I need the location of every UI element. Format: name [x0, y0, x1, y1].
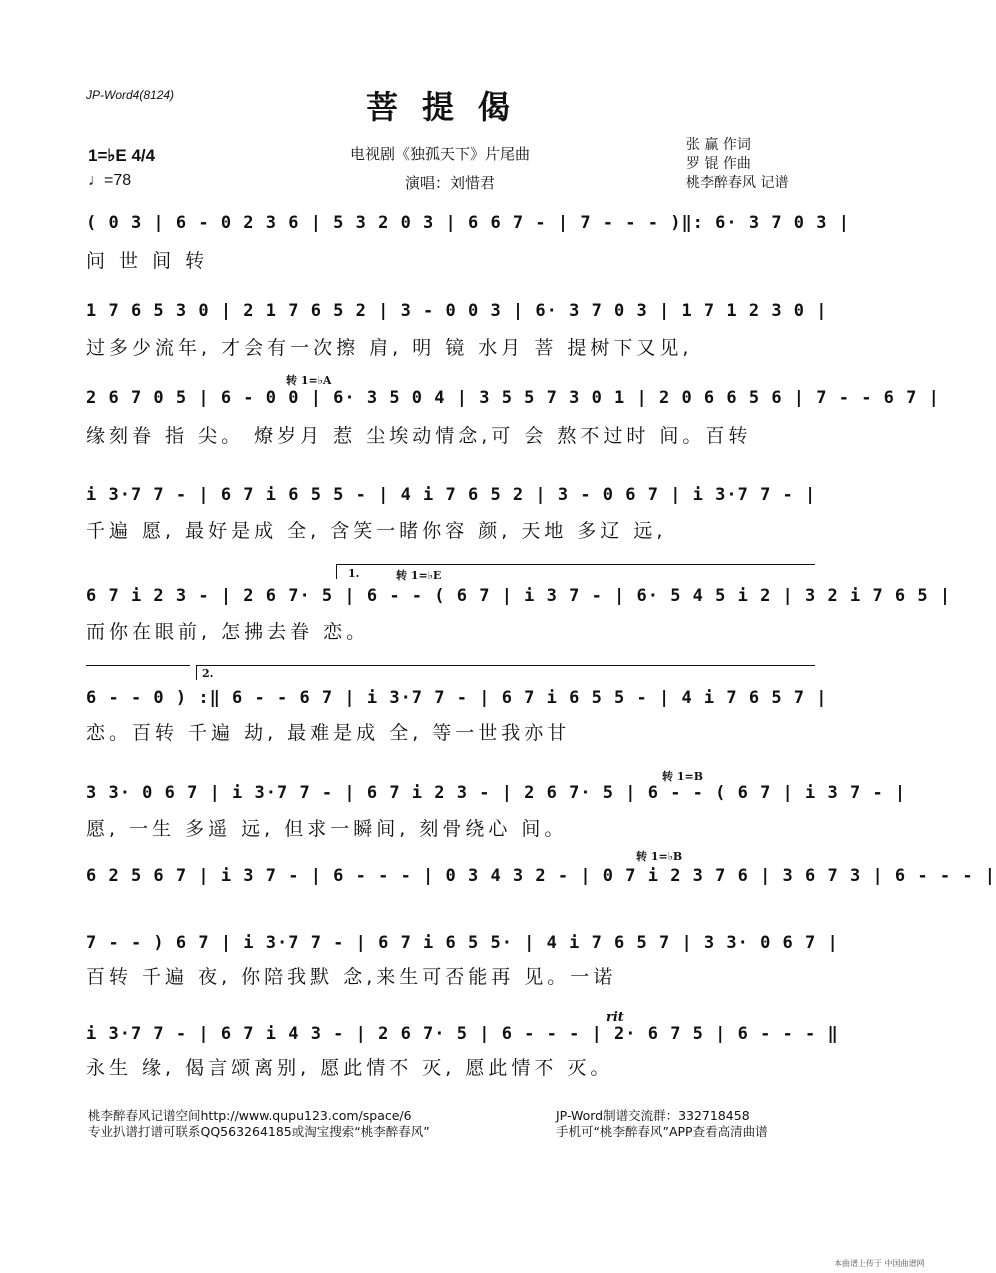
- lyric-line: 过多少流年, 才会有一次擦 肩, 明 镜 水月 菩 提树下又见,: [86, 337, 693, 359]
- subtitle: 电视剧《独孤天下》片尾曲: [350, 145, 531, 163]
- volta-bracket: [336, 564, 815, 579]
- lyric-line: 愿, 一生 多遥 远, 但求一瞬间, 刻骨绕心 间。: [86, 818, 568, 840]
- rit-marking: rit: [606, 1010, 624, 1025]
- transcriber-credit: 桃李醉春风 记谱: [686, 175, 789, 191]
- footer-link-text: 桃李醉春风记谱空间http://www.qupu123.com/space/6: [88, 1108, 412, 1123]
- footer-contact-text: 专业扒谱打谱可联系QQ563264185或淘宝搜索“桃李醉春风”: [88, 1124, 430, 1139]
- volta-bracket: [86, 665, 190, 666]
- footer-group-text: JP-Word制谱交流群：332718458: [556, 1108, 750, 1123]
- page-title: 菩提偈: [365, 88, 534, 126]
- notation-line: 2 6 7 0 5 | 6 - 0 0 | 6· 3 5 0 4 | 3 5 5 7 3 0 1 | 2 0 6 6 5 6 | 7 - - 6 7 |: [86, 388, 940, 408]
- lyric-line: 问 世 间 转: [86, 250, 209, 272]
- modulation-label: 转 1=♭B: [636, 850, 683, 863]
- lyric-line: 千遍 愿, 最好是成 全, 含笑一睹你容 颜, 天地 多辽 远,: [86, 520, 667, 542]
- watermark-stamp: 本曲谱上传于 中国曲谱网: [834, 1259, 925, 1268]
- composer-credit: 罗 锟 作曲: [686, 156, 751, 172]
- notation-line: 6 2 5 6 7 | i 3 7 - | 6 - - - | 0 3 4 3 2 - | 0 7 i 2 3 7 6 | 3 6 7 3 | 6 - - - |: [86, 866, 996, 886]
- lyric-line: 百转 千遍 夜, 你陪我默 念,来生可否能再 见。一诺: [86, 966, 617, 988]
- tempo-marking: ♩=78: [88, 172, 132, 189]
- notation-line: i 3·7 7 - | 6 7 i 6 5 5 - | 4 i 7 6 5 2 | 3 - 0 6 7 | i 3·7 7 - |: [86, 485, 817, 505]
- notation-line: 6 7 i 2 3 - | 2 6 7· 5 | 6 - - ( 6 7 | i 3 7 - | 6· 5 4 5 i 2 | 3 2 i 7 6 5 |: [86, 586, 952, 606]
- volta-bracket: [196, 665, 815, 680]
- notation-line: ( 0 3 | 6 - 0 2 3 6 | 5 3 2 0 3 | 6 6 7 - | 7 - - - )‖: 6· 3 7 0 3 |: [86, 213, 850, 233]
- volta-label: 2.: [202, 667, 214, 680]
- modulation-label: 转 1=B: [662, 770, 703, 783]
- lyric-line: 缘刻眷 指 尖。 燎岁月 惹 尘埃动情念,可 会 熬不过时 间。百转: [86, 425, 752, 447]
- footer-app-text: 手机可“桃李醉春风”APP查看高清曲谱: [556, 1124, 768, 1139]
- lyricist-credit: 张 赢 作词: [686, 137, 751, 153]
- singer-credit: 演唱：刘惜君: [405, 174, 496, 192]
- modulation-label: 转 1=♭E: [396, 569, 442, 582]
- key-signature: 1=♭E 4/4: [88, 146, 156, 165]
- lyric-line: 永生 缘, 偈言颂离别, 愿此情不 灭, 愿此情不 灭。: [86, 1057, 614, 1079]
- notation-line: 7 - - ) 6 7 | i 3·7 7 - | 6 7 i 6 5 5· | 4 i 7 6 5 7 | 3 3· 0 6 7 |: [86, 933, 839, 953]
- notation-line: 1 7 6 5 3 0 | 2 1 7 6 5 2 | 3 - 0 0 3 | 6· 3 7 0 3 | 1 7 1 2 3 0 |: [86, 301, 828, 321]
- notation-line: 3 3· 0 6 7 | i 3·7 7 - | 6 7 i 2 3 - | 2 6 7· 5 | 6 - - ( 6 7 | i 3 7 - |: [86, 783, 907, 803]
- software-tag: JP-Word4(8124): [86, 88, 175, 102]
- notation-line: 6 - - 0 ) :‖ 6 - - 6 7 | i 3·7 7 - | 6 7 i 6 5 5 - | 4 i 7 6 5 7 |: [86, 688, 828, 708]
- volta-label: 1.: [348, 567, 360, 580]
- notation-line: i 3·7 7 - | 6 7 i 4 3 - | 2 6 7· 5 | 6 - - - | 2· 6 7 5 | 6 - - - ‖: [86, 1024, 839, 1044]
- modulation-label: 转 1=♭A: [286, 374, 332, 387]
- lyric-line: 而你在眼前, 怎拂去眷 恋。: [86, 621, 370, 643]
- lyric-line: 恋。百转 千遍 劫, 最难是成 全, 等一世我亦甘: [86, 722, 571, 744]
